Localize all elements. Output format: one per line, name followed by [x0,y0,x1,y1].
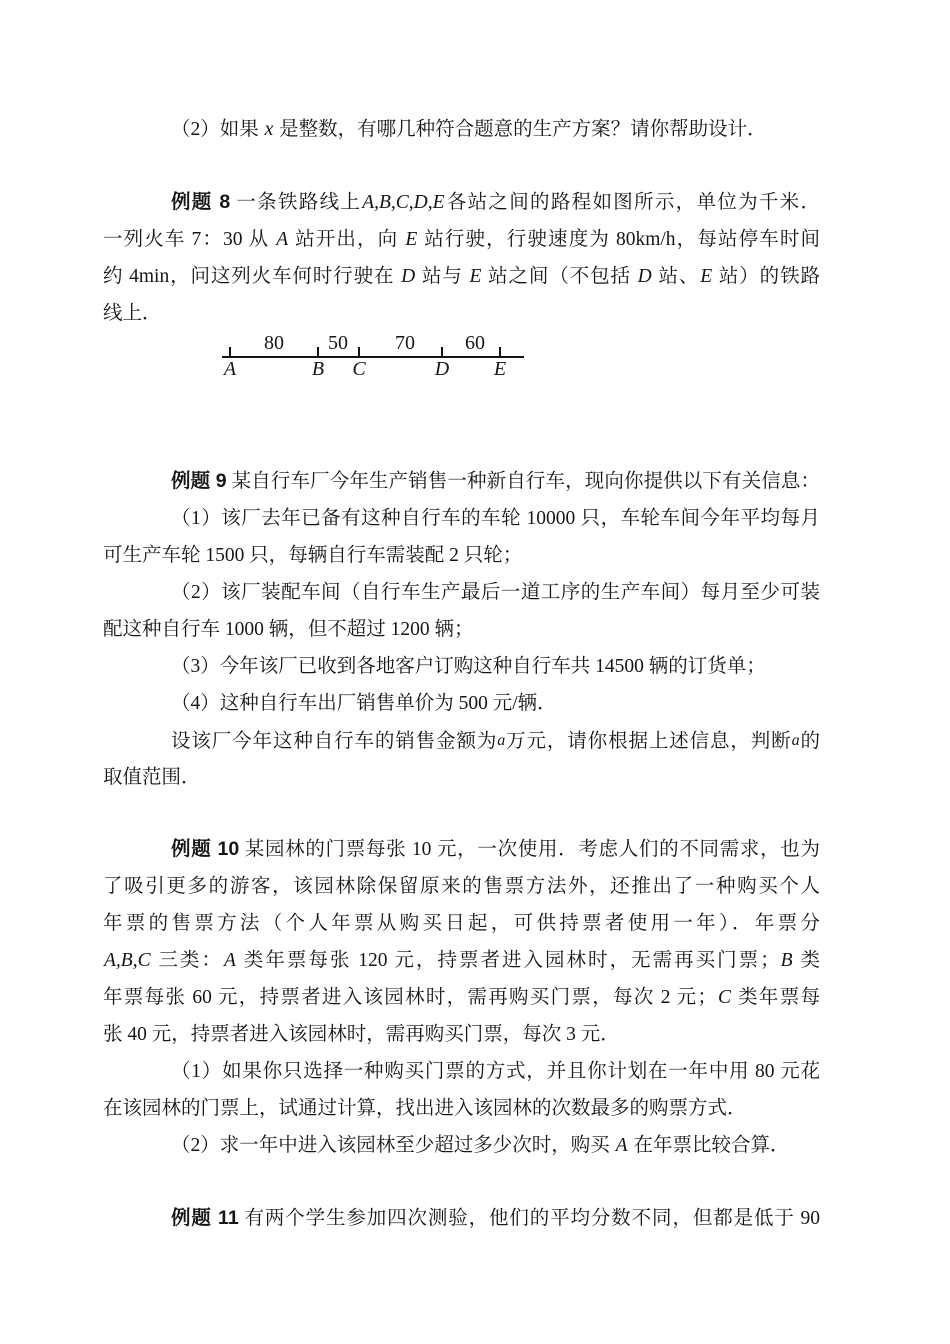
distance-label-ab: 80 [264,332,284,354]
text-run: 年票的售票方法（个人年票从购买日起，可供持票者使用一年）．年票分 [103,913,820,934]
text-run: （1）该厂去年已备有这种自行车的车轮 10000 只，车轮车间今年平均每月 [171,508,820,529]
example-label: 例题 8 [171,191,231,213]
math-variable: a [497,732,506,749]
example-10-body-line [103,905,820,942]
distance-label-de: 60 [465,332,485,354]
math-variable: A [224,950,236,971]
example-9-item-1-line [103,537,820,574]
example-9-question-line [103,759,820,796]
text-run: 的 [799,731,820,752]
text-run: 万元，请你根据上述信息，判断 [505,731,792,752]
text-run: （1）如果你只选择一种购买门票的方式，并且你计划在一年中用 80 元花 [171,1061,820,1082]
text-run: 类年票每张 120 元，持票者进入园林时，无需再买门票； [236,950,780,971]
spacer [103,1164,820,1200]
tick-station-a [229,347,231,357]
example-9-item-1-line [103,500,820,537]
math-variable: E [469,266,482,287]
math-variable: D [637,266,652,287]
example-10-heading-line [103,831,820,868]
text-run: 各站之间的路程如图所示，单位为千米． [445,192,820,213]
example-8-heading-line [103,184,820,221]
spacer [103,796,820,831]
example-9-item-4-line [103,685,820,722]
station-label-c: C [352,358,366,380]
text-run: 站行驶，行驶速度为 80km/h，每站停车时间 [418,229,820,250]
example-8-body-line [103,221,820,258]
example-10-body-line [103,1016,820,1053]
tick-station-c [358,347,360,357]
math-variable: B [780,950,793,971]
example-10-body-line [103,868,820,905]
text-run: （2）如果 [171,119,264,140]
text-run: （2）求一年中进入该园林至少超过多少次时，购买 [171,1135,615,1156]
text-run: 取值范围． [103,767,201,788]
math-variable: C [717,987,731,1008]
text-run: 某园林的门票每张 10 元，一次使用．考虑人们的不同需求，也为 [239,839,820,860]
math-variable: a [791,732,800,749]
station-label-a: A [223,358,237,380]
text-run: 年票每张 60 元，持票者进入该园林时，需再购买门票，每次 2 元； [103,987,717,1008]
text-run: 某自行车厂今年生产销售一种新自行车，现向你提供以下有关信息： [226,471,820,492]
example-9-item-2-line [103,574,820,611]
tick-station-e [499,347,501,357]
spacer [103,148,820,184]
example-8-body-line [103,258,820,295]
example-10-body-line [103,942,820,979]
text-run: 线上． [103,303,162,324]
math-variable: x [264,119,274,140]
text-run: 有两个学生参加四次测验，他们的平均分数不同，但都是低于 90 [238,1208,820,1229]
text-run: 配这种自行车 1000 辆，但不超过 1200 辆； [103,619,474,640]
example-10-body-line [103,979,820,1016]
railway-line [222,356,524,358]
text-run: 类年票每 [731,987,820,1008]
station-label-d: D [434,358,450,380]
text-run: 张 40 元，持票者进入该园林时，需再购买门票，每次 3 元． [103,1024,620,1045]
example-label: 例题 11 [171,1207,239,1229]
text-run: 在该园林的门票上，试通过计算，找出进入该园林的次数最多的购票方式． [103,1098,747,1119]
text-run: （3）今年该厂已收到各地客户订购这种自行车共 14500 辆的订货单； [171,656,766,677]
text-run: 站与 [416,266,469,287]
tick-station-b [317,347,319,357]
text-run: 了吸引更多的游客，该园林除保留原来的售票方法外，还推出了一种购买个人 [103,876,820,897]
example-10-q2-line [103,1127,820,1164]
example-9-item-2-line [103,611,820,648]
distance-label-bc: 50 [328,332,348,354]
tick-station-d [441,347,443,357]
station-label-e: E [493,358,507,380]
text-run: 站开出，向 [289,229,405,250]
station-label-b: B [311,358,325,380]
text-run: （4）这种自行车出厂销售单价为 500 元/辆． [171,693,557,714]
example-10-q1-line [103,1090,820,1127]
text-run: 三类： [151,950,224,971]
math-variable: A,B,C,D,E [362,192,445,213]
text-run: 站、 [652,266,700,287]
text-run: 站之间（不包括 [482,266,637,287]
math-variable: E [700,266,713,287]
example-10-q1-line [103,1053,820,1090]
math-variable: A,B,C [104,950,151,971]
math-variable: A [615,1135,628,1156]
railway-diagram-inner [222,332,532,392]
text-run: 一条铁路线上 [230,192,362,213]
example-label: 例题 9 [171,470,227,492]
text-run: 可生产车轮 1500 只，每辆自行车需装配 2 只轮； [103,545,523,566]
text-run: 设该厂今年这种自行车的销售金额为 [171,731,498,752]
math-variable: A [276,229,289,250]
text-run: 类 [793,950,820,971]
text-run: 是整数，有哪几种符合题意的生产方案？请你帮助设计． [274,119,767,140]
math-variable: E [405,229,418,250]
math-variable: D [401,266,416,287]
text-run: 一列火车 7：30 从 [103,229,276,250]
example-label: 例题 10 [171,838,240,860]
example-9-heading-line [103,463,820,500]
para-line-production-plan-q2 [103,111,820,148]
text-run: 站）的铁路 [713,266,820,287]
example-11-heading-line [103,1200,820,1237]
example-9-item-3-line [103,648,820,685]
text-run: 在年票比较合算． [628,1135,790,1156]
example-9-question-line [103,722,820,759]
railway-diagram [103,332,820,463]
text-run: （2）该厂装配车间（自行车生产最后一道工序的生产车间）每月至少可装 [171,582,820,603]
text-run: 约 4min，问这列火车何时行驶在 [103,266,401,287]
example-8-body-line [103,295,820,332]
distance-label-cd: 70 [395,332,415,354]
